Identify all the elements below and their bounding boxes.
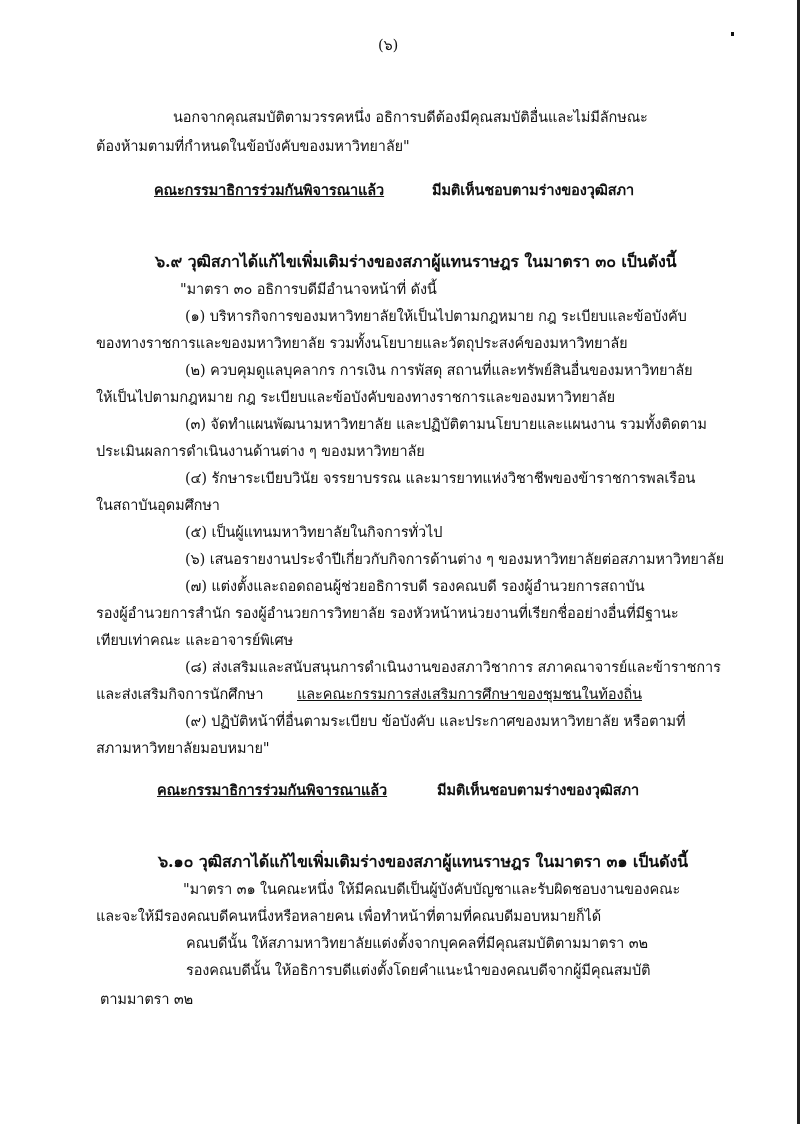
paragraph-line: รองคณบดีนั้น ให้อธิการบดีแต่งตั้งโดยคำแนะนำของคณบดีจากผู้มีคุณสมบัติ [186, 963, 651, 979]
paragraph-line: ให้เป็นไปตามกฎหมาย กฎ ระเบียบและข้อบังคับของทางราชการและของมหาวิทยาลัย [96, 390, 616, 406]
paragraph-line: (๖) เสนอรายงานประจำปีเกี่ยวกับกิจการด้านต่าง ๆ ของมหาวิทยาลัยต่อสภามหาวิทยาลัย [185, 552, 725, 568]
paragraph-line: สภามหาวิทยาลัยมอบหมาย" [96, 741, 270, 757]
paragraph-line: (๔) รักษาระเบียบวินัย จรรยาบรรณ และมารยาทแห่งวิชาชีพของข้าราชการพลเรือน [185, 471, 696, 487]
scan-speck [731, 32, 734, 36]
paragraph-line: รองผู้อำนวยการสำนัก รองผู้อำนวยการวิทยาลัย รองหัวหน้าหน่วยงานที่เรียกชื่ออย่างอื่นที่มีฐานะ [96, 606, 679, 622]
paragraph-line: ตามมาตรา ๓๒ [100, 992, 194, 1008]
paragraph-line: นอกจากคุณสมบัติตามวรรคหนึ่ง อธิการบดีต้องมีคุณสมบัติอื่นและไม่มีลักษณะ [173, 110, 648, 126]
amended-text: และคณะกรรมการส่งเสริมการศึกษาของชุมชนในท้องถิ่น [297, 687, 642, 703]
paragraph-line: เทียบเท่าคณะ และอาจารย์พิเศษ [96, 633, 294, 649]
paragraph-line: "มาตรา ๓๐ อธิการบดีมีอำนาจหน้าที่ ดังนี้ [180, 282, 437, 298]
paragraph-line: และส่งเสริมกิจการนักศึกษา [96, 687, 264, 703]
paragraph-line: (๓) จัดทำแผนพัฒนามหาวิทยาลัย และปฏิบัติตามนโยบายและแผนงาน รวมทั้งติดตาม [185, 417, 707, 433]
committee-heading: คณะกรรมาธิการร่วมกันพิจารณาแล้ว [154, 182, 385, 199]
resolution-text: มีมติเห็นชอบตามร่างของวุฒิสภา [437, 782, 640, 799]
paragraph-line: "มาตรา ๓๑ ในคณะหนึ่ง ให้มีคณบดีเป็นผู้บังคับบัญชาและรับผิดชอบงานของคณะ [183, 882, 681, 898]
paragraph-line: คณบดีนั้น ให้สภามหาวิทยาลัยแต่งตั้งจากบุคคลที่มีคุณสมบัติตามมาตรา ๓๒ [186, 936, 648, 952]
paragraph-line: ต้องห้ามตามที่กำหนดในข้อบังคับของมหาวิทยาลัย" [96, 139, 410, 155]
paragraph-line: (๗) แต่งตั้งและถอดถอนผู้ช่วยอธิการบดี รองคณบดี รองผู้อำนวยการสถาบัน [185, 579, 645, 595]
section-heading: ๖.๑๐ วุฒิสภาได้แก้ไขเพิ่มเติมร่างของสภาผู้แทนราษฎร ในมาตรา ๓๑ เป็นดังนี้ [158, 852, 688, 871]
committee-heading: คณะกรรมาธิการร่วมกันพิจารณาแล้ว [157, 782, 388, 799]
section-heading: ๖.๙ วุฒิสภาได้แก้ไขเพิ่มเติมร่างของสภาผู้แทนราษฎร ในมาตรา ๓๐ เป็นดังนี้ [155, 252, 677, 271]
paragraph-line: ของทางราชการและของมหาวิทยาลัย รวมทั้งนโยบายและวัตถุประสงค์ของมหาวิทยาลัย [96, 336, 628, 352]
resolution-text: มีมติเห็นชอบตามร่างของวุฒิสภา [432, 182, 635, 199]
paragraph-line: (๕) เป็นผู้แทนมหาวิทยาลัยในกิจการทั่วไป [185, 525, 443, 541]
paragraph-line: (๘) ส่งเสริมและสนับสนุนการดำเนินงานของสภาวิชาการ สภาคณาจารย์และข้าราชการ [185, 660, 721, 676]
paragraph-line: ประเมินผลการดำเนินงานด้านต่าง ๆ ของมหาวิทยาลัย [96, 444, 425, 460]
page-number: (๖) [378, 38, 399, 54]
paragraph-line: (๑) บริหารกิจการของมหาวิทยาลัยให้เป็นไปตามกฎหมาย กฎ ระเบียบและข้อบังคับ [185, 309, 687, 325]
paragraph-line: (๒) ควบคุมดูแลบุคลากร การเงิน การพัสดุ สถานที่และทรัพย์สินอื่นของมหาวิทยาลัย [185, 363, 693, 379]
paragraph-line: (๙) ปฏิบัติหน้าที่อื่นตามระเบียบ ข้อบังคับ และประกาศของมหาวิทยาลัย หรือตามที่ [185, 714, 686, 730]
paragraph-line: ในสถาบันอุดมศึกษา [96, 498, 220, 514]
paragraph-line: และจะให้มีรองคณบดีคนหนึ่งหรือหลายคน เพื่อทำหน้าที่ตามที่คณบดีมอบหมายก็ได้ [96, 909, 602, 925]
